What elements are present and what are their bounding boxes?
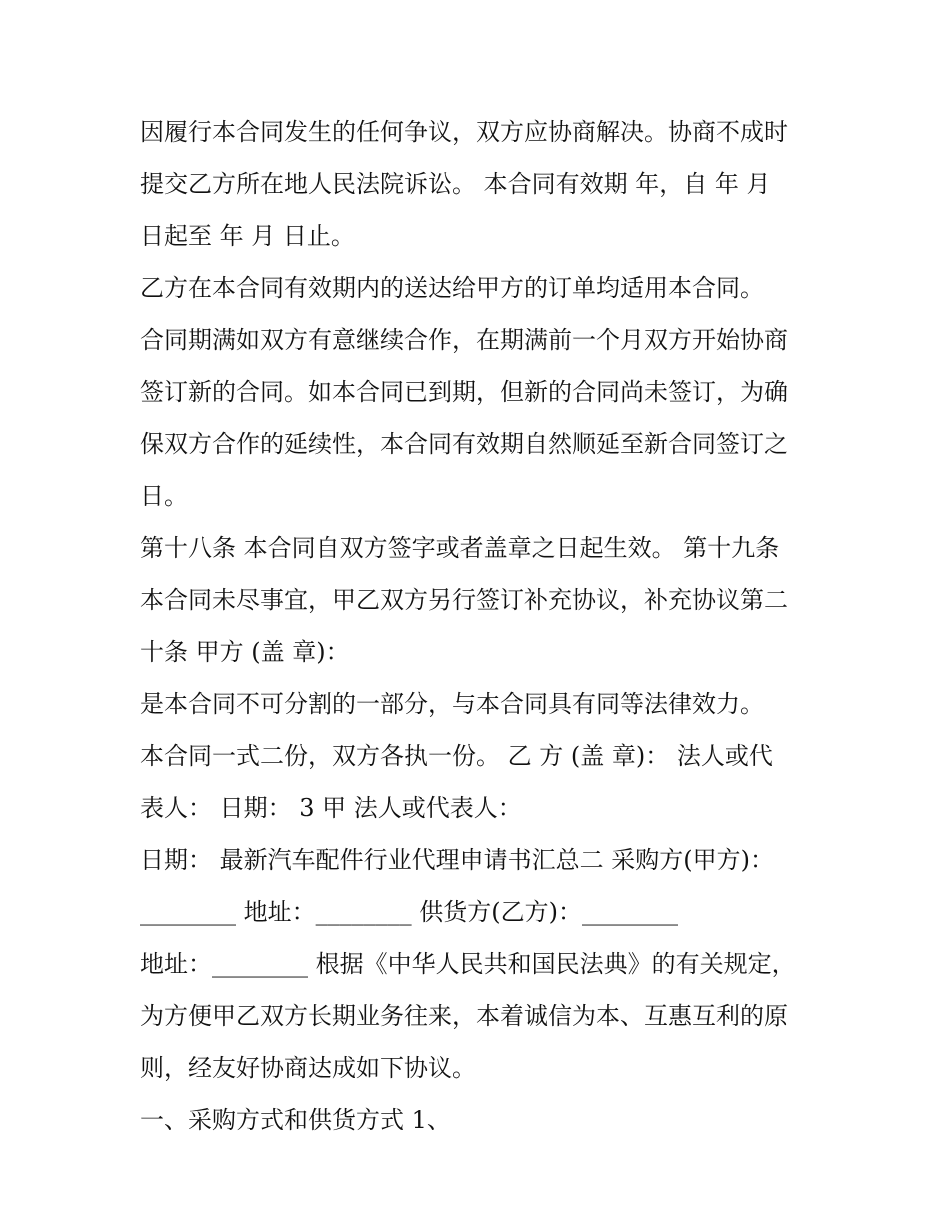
text-line: 日。 [140, 482, 188, 510]
text-line: 日起至 年 月 日止。 [140, 222, 355, 250]
text-line: 十条 甲方 (盖 章)： [140, 638, 350, 666]
text-line: 表人： 日期： 3 甲 法人或代表人： [140, 794, 522, 822]
text-line: 乙方在本合同有效期内的送达给甲方的订单均适用本合同。 [140, 274, 764, 302]
text-line: 合同期满如双方有意继续合作，在期满前一个月双方开始协商 [140, 326, 788, 354]
text-line: 第十八条 本合同自双方签字或者盖章之日起生效。 第十九条 [140, 534, 780, 562]
text-line: 保双方合作的延续性，本合同有效期自然顺延至新合同签订之 [140, 430, 788, 458]
text-line: 因履行本合同发生的任何争议，双方应协商解决。协商不成时 [140, 118, 788, 146]
text-line: 则，经友好协商达成如下协议。 [140, 1054, 476, 1082]
text-line: 签订新的合同。如本合同已到期，但新的合同尚未签订，为确 [140, 378, 788, 406]
text-line: 提交乙方所在地人民法院诉讼。 本合同有效期 年，自 年 月 [140, 170, 771, 198]
text-line: 地址：________ 根据《中华人民共和国民法典》的有关规定， [140, 950, 796, 978]
text-line: 本合同未尽事宜，甲乙双方另行签订补充协议，补充协议第二 [140, 586, 788, 614]
text-line: 一、采购方式和供货方式 1、 [140, 1106, 451, 1134]
document-body [140, 106, 820, 1146]
text-line: 日期： 最新汽车配件行业代理申请书汇总二 采购方(甲方)： [140, 846, 774, 874]
text-line: 为方便甲乙双方长期业务往来，本着诚信为本、互惠互利的原 [140, 1002, 788, 1030]
text-line: 本合同一式二份，双方各执一份。 乙 方 (盖 章)： 法人或代 [140, 742, 773, 770]
text-line: ________ 地址：________ 供货方(乙方)：________ [140, 898, 678, 926]
text-line: 是本合同不可分割的一部分，与本合同具有同等法律效力。 [140, 690, 764, 718]
